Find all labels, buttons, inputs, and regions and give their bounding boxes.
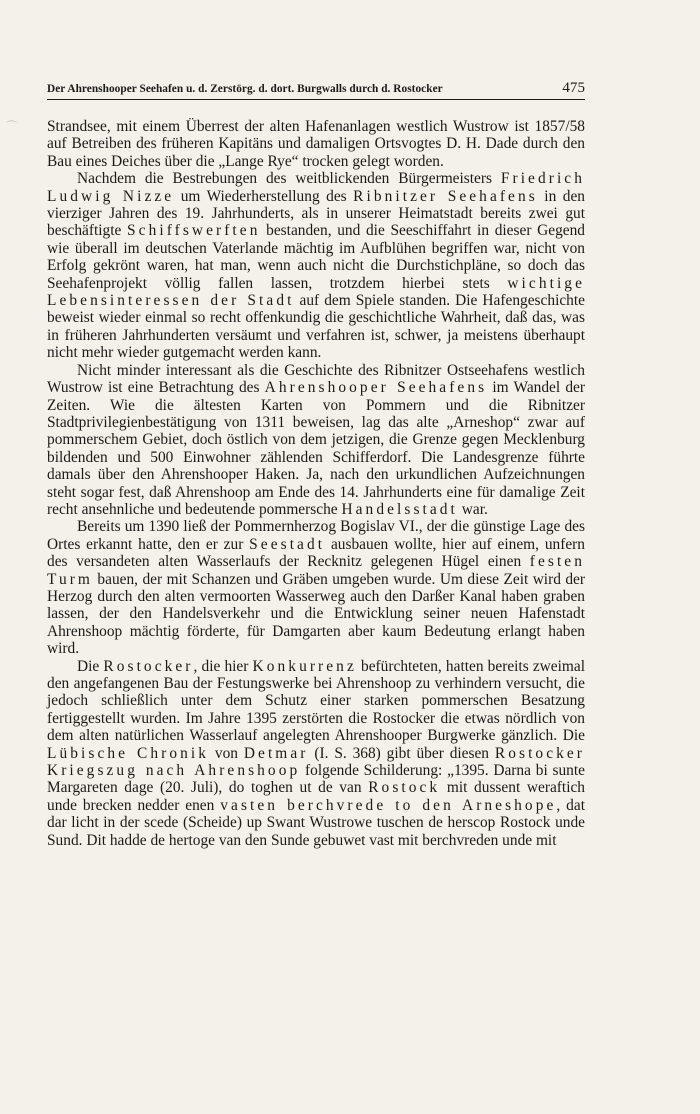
body-text: [47, 118, 585, 849]
paragraph: [47, 118, 585, 170]
running-header: [47, 80, 585, 97]
paragraph: [47, 362, 585, 519]
spaced-text: vasten berchvrede to den Arneshope: [220, 796, 557, 814]
margin-mark: ⌒: [6, 121, 17, 133]
spaced-text: wichtige Lebensinteressen der Stadt: [47, 274, 585, 310]
text-run: Nachdem die Bestrebungen des weitblickenden Bürgermeisters: [77, 170, 501, 188]
spaced-text: Detmar: [243, 744, 309, 762]
text-run: bauen, der mit Schanzen und Gräben umgeben wurde. Um diese Zeit wird der Herzog durch den alten vermoorten Wasserweg auch den Darßer Kanal haben graben lassen, der den Handelsverkehr und die Entwicklung seiner neuen Hafenstadt Ahrenshoop mächtig förderte, für Damgarten aber kaum Bedeutung erlangt haben wird.: [47, 570, 585, 658]
paragraph: [47, 170, 585, 361]
paragraph: [47, 518, 585, 657]
text-run: um Wiederherstellung des: [174, 187, 354, 205]
spaced-text: Ahrenshooper Seehafens: [264, 379, 488, 397]
text-run: , die hier: [193, 657, 253, 675]
text-run: Nicht minder interessant als die Geschichte des Ribnitzer Ostseehafens westlich Wustrow ist eine Betrachtung des: [47, 361, 585, 397]
text-run: Bereits um 1390 ließ der Pommernherzog Bogislav VI., der die günstige Lage des Ortes erkannt hatte, den er zur: [47, 518, 585, 553]
spaced-text: Rostocker: [103, 657, 194, 675]
text-run: ausbauen wollte, hier auf einem, unfern des versandeten alten Wasserlaufs der Recknitz gelegenen Hügel einen: [47, 535, 585, 571]
spaced-text: Konkurrenz: [252, 657, 357, 675]
spaced-text: Seestadt: [249, 535, 326, 553]
text-run: mit dussent weraftich unde brecken nedder enen: [47, 779, 585, 814]
spaced-text: Lübische Chronik: [47, 744, 210, 762]
text-run: (I. S. 368) gibt über diesen: [308, 744, 495, 762]
text-run: befürchteten, hatten bereits zweimal den angefangenen Bau der Festungswerke bei Ahrenshoop zu verhindern versucht, die jedoch schließlich unter dem Schutz einer starken pommerschen Besatzung fertiggestellt wurden. Im Jahre 1395 zerstörten die Rostocker die etwas nördlich von dem alten natürlichen Wasserlauf angelegten Ahrenshooper Burgwerke gänzlich. Die: [47, 657, 585, 745]
spaced-text: Rostocker Kriegszug nach Ahrenshoop: [47, 744, 585, 780]
page-number: 475: [562, 80, 585, 96]
text-run: im Wandel der Zeiten. Wie die ältesten Karten von Pommern und die Ribnitzer Stadtprivilegienbestätigung von 1311 beweisen, lag das alte „Arneshop“ zwar auf pommerschem Gebiet, doch östlich von dem jetzigen, die Grenze gegen Mecklenburg bildenden und 500 Einwohner zählenden Schifferdorf. Die Landesgrenze führte damals über den Ahrenshooper Haken. Ja, nach den urkundlichen Aufzeichnungen steht sogar fest, daß Ahrenshoop am Ende des 14. Jahrhunderts eine für damalige Zeit recht ansehnliche und bedeutende pommersche: [47, 379, 585, 518]
paragraph: [47, 658, 585, 849]
spaced-text: Ribnitzer Seehafens: [353, 187, 538, 205]
text-run: bestanden, und die Seeschiffahrt in dieser Gegend wie überall im deutschen Vaterlande mächtig im Aufblühen begriffen war, nicht von Erfolg gekrönt waren, hat man, wenn auch nicht die Durchstichpläne, so doch das Seehafenprojekt völlig fallen lassen, trotzdem hierbei stets: [47, 222, 585, 292]
text-run: in den vierziger Jahren des 19. Jahrhunderts, als in unserer Heimatstadt bereits zwei gut beschäftigte: [47, 187, 585, 240]
spaced-text: festen Turm: [47, 553, 585, 588]
text-run: von: [209, 744, 244, 762]
text-run: Strandsee, mit einem Überrest der alten Hafenanlagen westlich Wustrow ist 1857/58 auf Betreiben des früheren Kapitäns und damaligen Ortsvogtes D. H. Dade durch den Bau eines Deiches über die „Lange Rye“ trocken gelegt worden.: [47, 118, 585, 170]
text-run: Die: [77, 657, 104, 675]
text-run: folgende Schilderung: „1395. Darna bi sunte Margareten dage (20. Juli), do toghen ut de van: [47, 762, 585, 797]
spaced-text: Friedrich Ludwig Nizze: [47, 170, 585, 205]
text-run: war.: [457, 500, 488, 518]
text-run: auf dem Spiele standen. Die Hafengeschichte beweist wieder einmal so recht offenkundig die geschichtliche Wahrheit, daß das, was in früheren Jahrhunderten versäumt und verfahren ist, schwer, ja meistens überhaupt nicht mehr wieder gutgemacht werden kann.: [47, 292, 585, 362]
spaced-text: Rostock: [368, 779, 441, 797]
spaced-text: Handelsstadt: [341, 500, 458, 518]
running-title: Der Ahrenshooper Seehafen u. d. Zerstörg. d. dort. Burgwalls durch d. Rostocker: [47, 83, 443, 95]
text-run: , dat dar licht in der scede (Scheide) up Swant Wustrowe tuschen de herscop Rostock unde Sund. Dit hadde de hertoge van den Sunde gebuwet vast mit berchvreden unde mit: [47, 796, 585, 849]
header-rule: [47, 99, 585, 100]
spaced-text: Schiffswerften: [127, 222, 261, 240]
